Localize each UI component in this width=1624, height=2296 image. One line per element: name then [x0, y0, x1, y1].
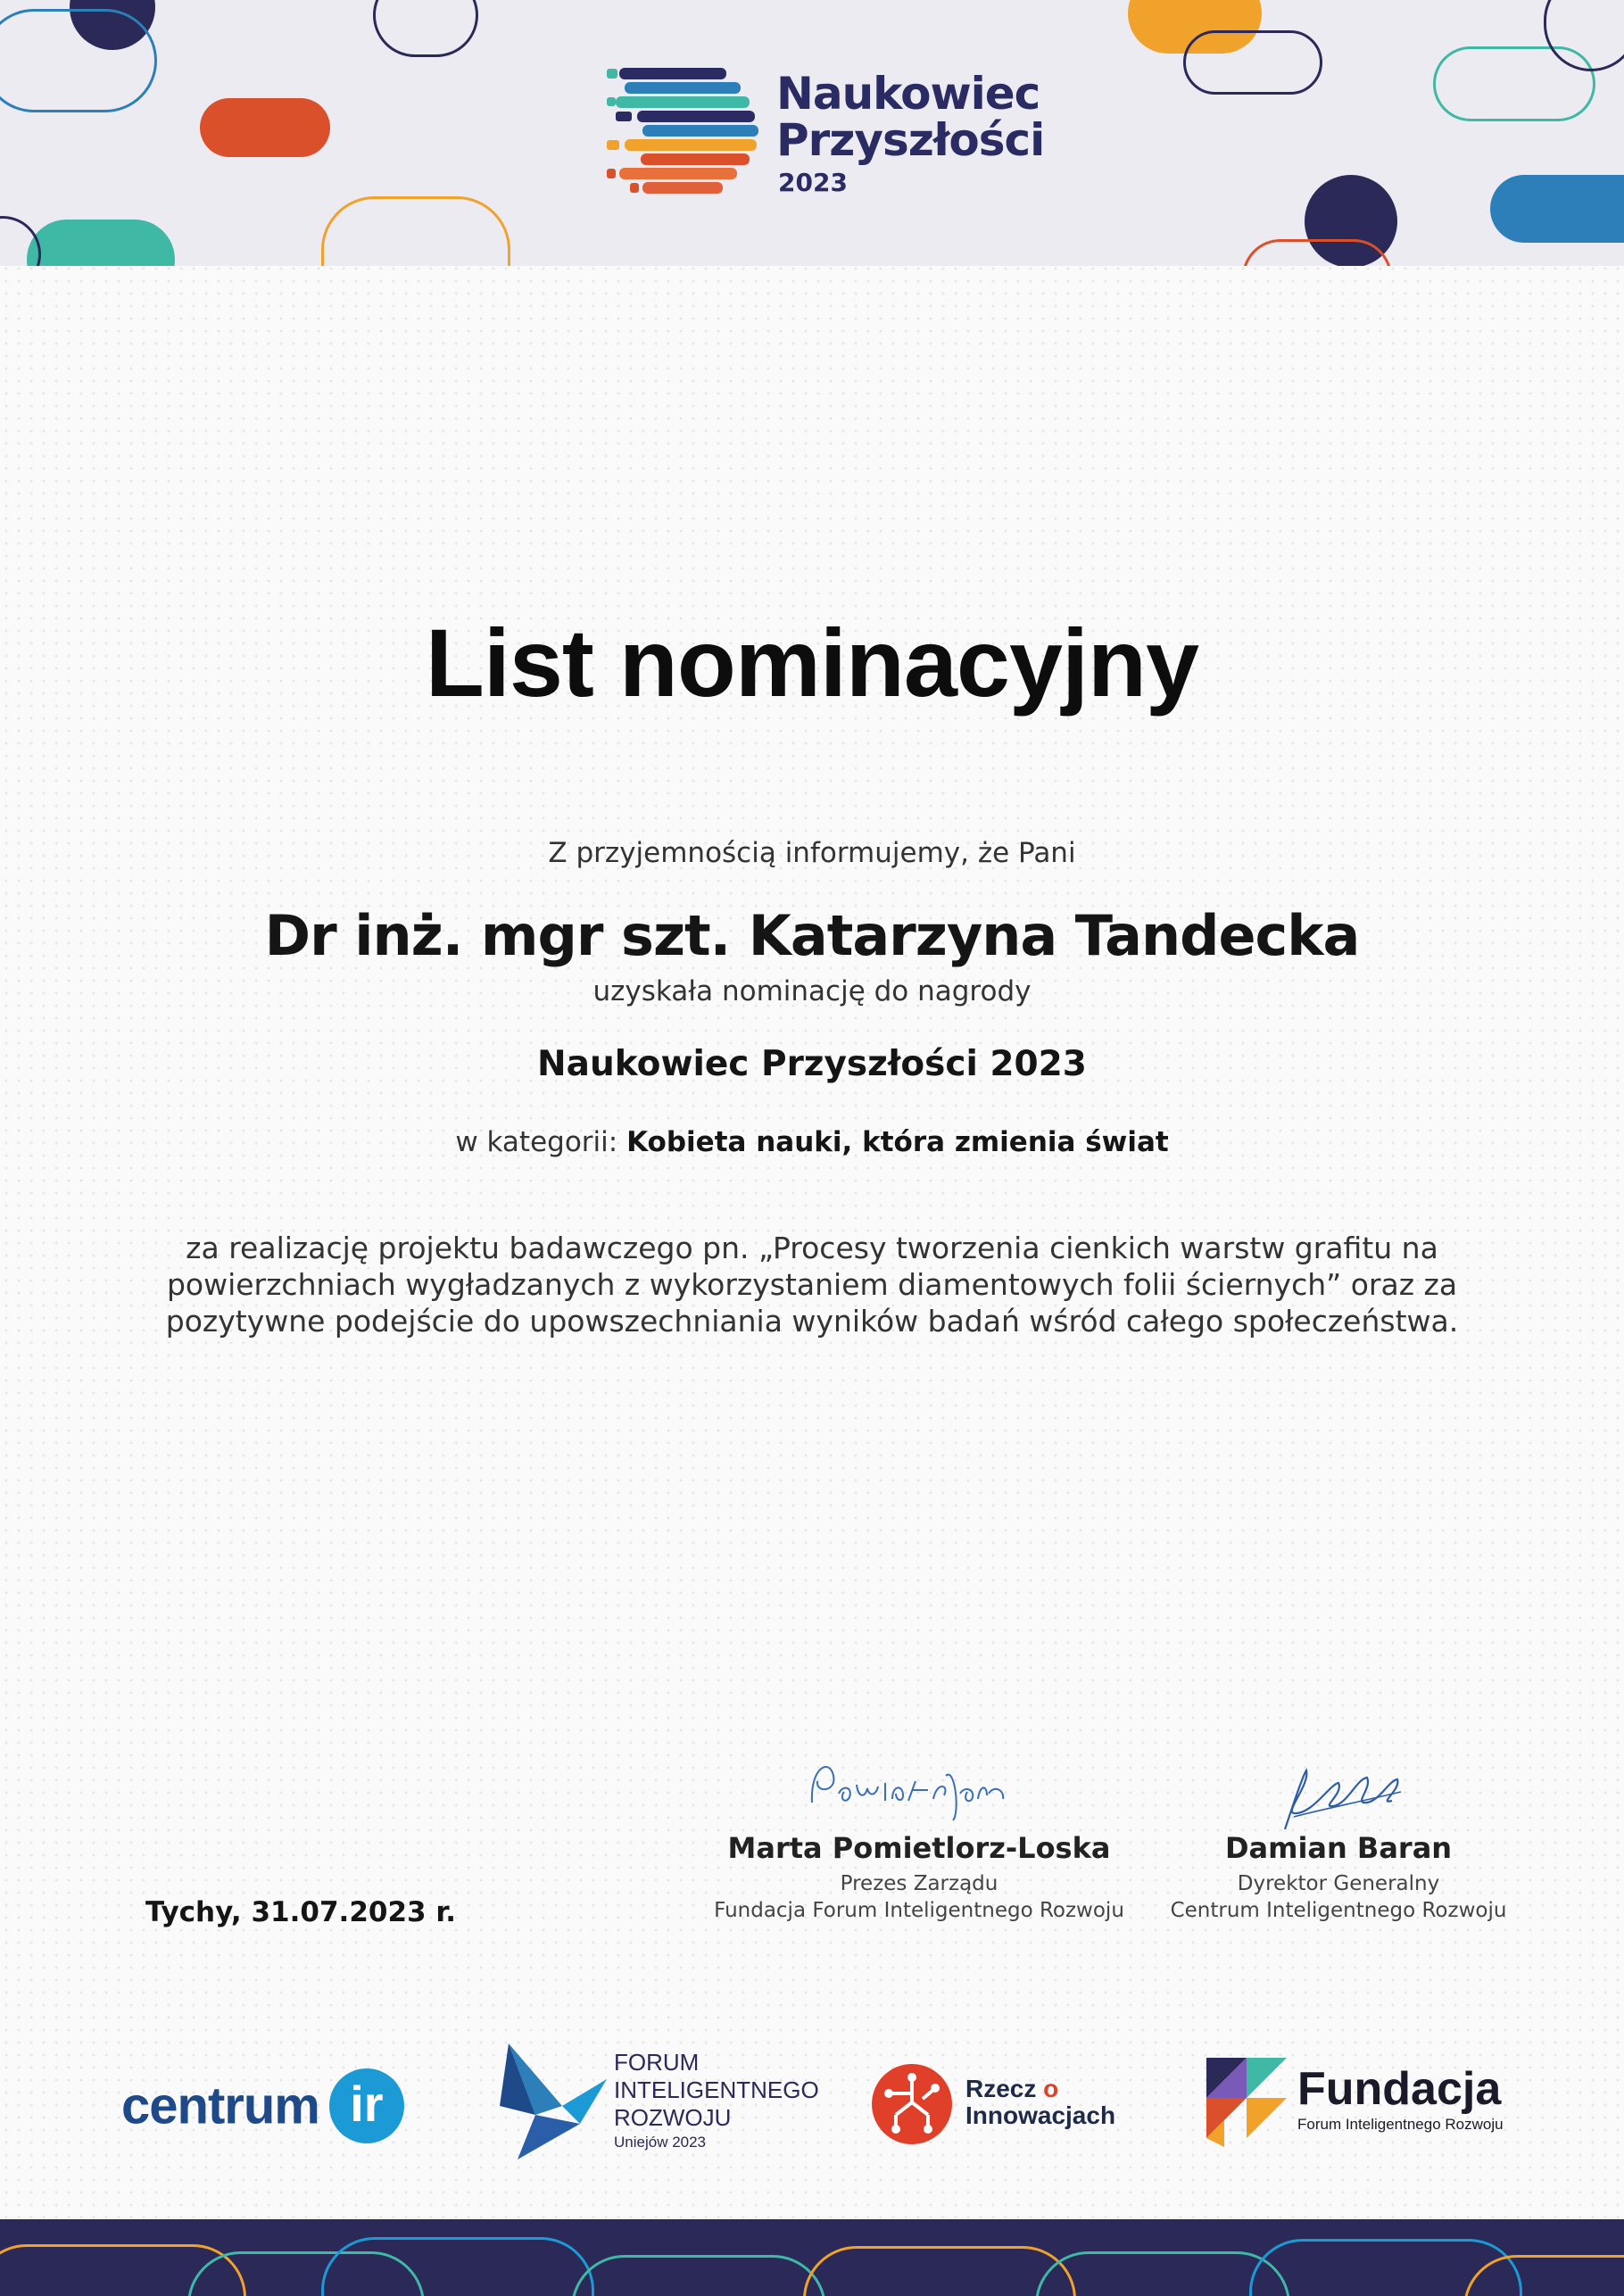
decor-pill-outline	[321, 196, 510, 266]
decor-pill	[27, 220, 175, 266]
event-logo	[607, 64, 1045, 207]
signatory-name: Damian Baran	[1224, 1831, 1453, 1865]
justification-line: za realizację projektu badawczego pn. „Procesy tworzenia cienkich warstw grafitu na	[186, 1231, 1438, 1265]
intro-text: Z przyjemnością informujemy, że Pani	[548, 837, 1076, 869]
signatory-role: Prezes Zarządu	[840, 1872, 998, 1895]
ir-badge-text: ir	[350, 2076, 384, 2132]
document-title: List nominacyjny	[425, 609, 1199, 717]
head-profile-icon	[607, 64, 766, 202]
decor-pill-outline	[803, 2246, 1076, 2296]
centrum-ir-logo	[121, 2068, 404, 2149]
signatory-name: Marta Pomietlorz-Loska	[727, 1831, 1111, 1865]
award-name: Naukowiec Przyszłości 2023	[537, 1044, 1087, 1084]
decor-pill-outline	[0, 216, 41, 266]
fundacja-title: Fundacja	[1297, 2063, 1502, 2115]
rzecz-word: Rzecz	[965, 2075, 1037, 2102]
header-banner	[0, 0, 1624, 266]
fundacja-mosaic-icon	[1206, 2058, 1287, 2147]
decor-pill	[200, 98, 330, 157]
category-prefix: w kategorii:	[455, 1126, 618, 1158]
ir-badge	[329, 2068, 404, 2143]
logo-line-1: Naukowiec	[776, 68, 1040, 120]
rzecz-innowacjach: Innowacjach	[965, 2101, 1116, 2129]
fundacja-logo-text	[1297, 2063, 1504, 2134]
nominee-name: Dr inż. mgr szt. Katarzyna Tandecka	[264, 903, 1360, 968]
category-name: Kobieta nauki, która zmienia świat	[626, 1126, 1169, 1158]
decor-pill-outline	[0, 9, 157, 112]
logo-line-2: Przyszłości	[776, 114, 1045, 166]
forum-line: ROZWOJU	[614, 2104, 732, 2131]
forum-line: FORUM	[614, 2049, 700, 2076]
centrum-word: centrum	[121, 2076, 319, 2135]
forum-star-icon	[500, 2043, 607, 2159]
signatory-role: Dyrektor Generalny	[1237, 1872, 1440, 1895]
forum-logo-text	[614, 2049, 819, 2153]
category-line	[0, 1126, 1624, 1158]
rzecz-circuit-icon	[871, 2063, 953, 2145]
decor-pill	[1490, 175, 1624, 243]
signatory-org: Fundacja Forum Inteligentnego Rozwoju	[714, 1899, 1124, 1922]
signature-damian	[1267, 1758, 1410, 1838]
justification-text	[0, 1230, 1624, 1339]
decor-pill-outline	[321, 2237, 594, 2296]
rzecz-o: o	[1043, 2075, 1059, 2102]
decor-pill-outline	[1183, 30, 1322, 95]
forum-sub: Uniejów 2023	[614, 2134, 707, 2151]
fundacja-sub: Forum Inteligentnego Rozwoju	[1297, 2116, 1504, 2133]
decor-pill-outline	[571, 2255, 826, 2296]
signatory-1	[696, 1831, 1142, 1924]
justification-line: powierzchniach wygładzanych z wykorzystaniem diamentowych folii ściernych” oraz za	[166, 1267, 1458, 1302]
footer-banner	[0, 2219, 1624, 2296]
decor-pill-outline	[1242, 239, 1392, 266]
logo-year: 2023	[778, 168, 848, 197]
place-and-date: Tychy, 31.07.2023 r.	[145, 1896, 457, 1928]
signatory-org: Centrum Inteligentnego Rozwoju	[1170, 1899, 1507, 1922]
signature-marta	[803, 1749, 1017, 1829]
signatory-2	[1160, 1831, 1517, 1924]
rzecz-logo-text	[965, 2076, 1115, 2129]
nominated-text: uzyskała nominację do nagrody	[592, 975, 1032, 1007]
forum-line: INTELIGENTNEGO	[614, 2076, 819, 2103]
justification-line: pozytywne podejście do upowszechniania wyników badań wśród całego społeczeństwa.	[165, 1304, 1459, 1339]
decor-pill-outline	[373, 0, 478, 57]
